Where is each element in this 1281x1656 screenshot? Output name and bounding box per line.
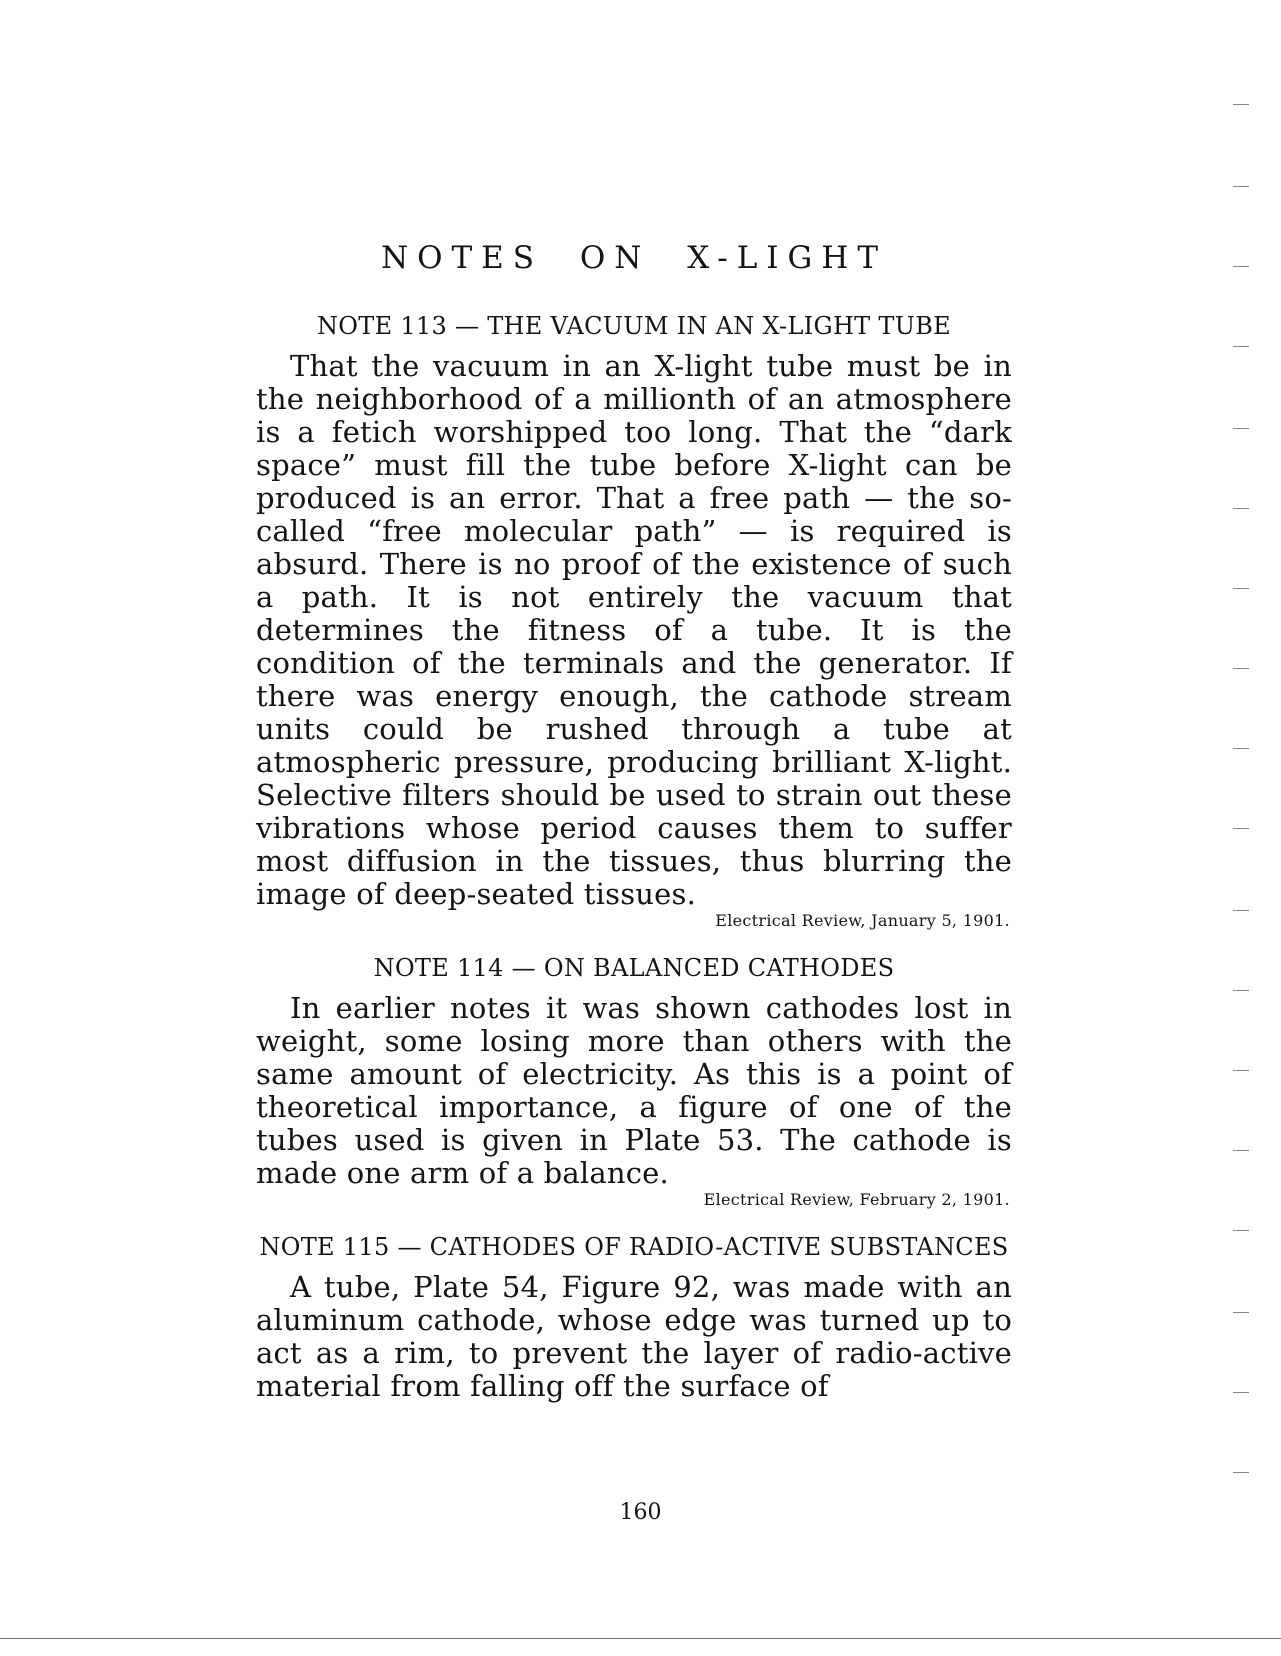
note-113 [256,312,1012,930]
page-edge-line [0,1638,1281,1639]
page-number: 160 [619,1500,662,1525]
page-title: NOTES ON X-LIGHT [380,240,888,276]
note-body: A tube, Plate 54, Figure 92, was made with an aluminum cathode, whose edge was turned up to act as a rim, to prevent the layer of radio-active material from falling off the surface of [256,1270,1012,1403]
note-citation: Electrical Review, January 5, 1901. [715,911,1010,930]
note-body: That the vacuum in an X-light tube must be in the neighborhood of a millionth of an atmosphere is a fetich worshipped too long. That the “dark space” must fill the tube before X-light can be produced is an error. That a free path — the so-called “free molecular path” — is required is absurd. There is no proof of the existence of such a path. It is not entirely the vacuum that determines the fitness of a tube. It is the condition of the terminals and the generator. If there was energy enough, the cathode stream units could be rushed through a tube at atmospheric pressure, producing brilliant X-light. Selective filters should be used to strain out these vibrations whose period causes them to suffer most diffusion in the tissues, thus blurring the image of deep-seated tissues. [256,349,1012,911]
page-content [256,240,1012,1403]
note-heading: NOTE 115 — CATHODES OF RADIO-ACTIVE SUBSTANCES [259,1233,1009,1261]
note-citation: Electrical Review, February 2, 1901. [703,1190,1010,1209]
note-114 [256,954,1012,1209]
note-115 [256,1233,1012,1403]
scan-margin-marks [1233,0,1253,1656]
note-heading: NOTE 113 — THE VACUUM IN AN X-LIGHT TUBE [317,312,951,340]
note-body: In earlier notes it was shown cathodes lost in weight, some losing more than others with the same amount of electricity. As this is a point of theoretical importance, a figure of one of the tubes used is given in Plate 53. The cathode is made one arm of a balance. [256,991,1012,1190]
note-heading: NOTE 114 — ON BALANCED CATHODES [373,954,895,982]
